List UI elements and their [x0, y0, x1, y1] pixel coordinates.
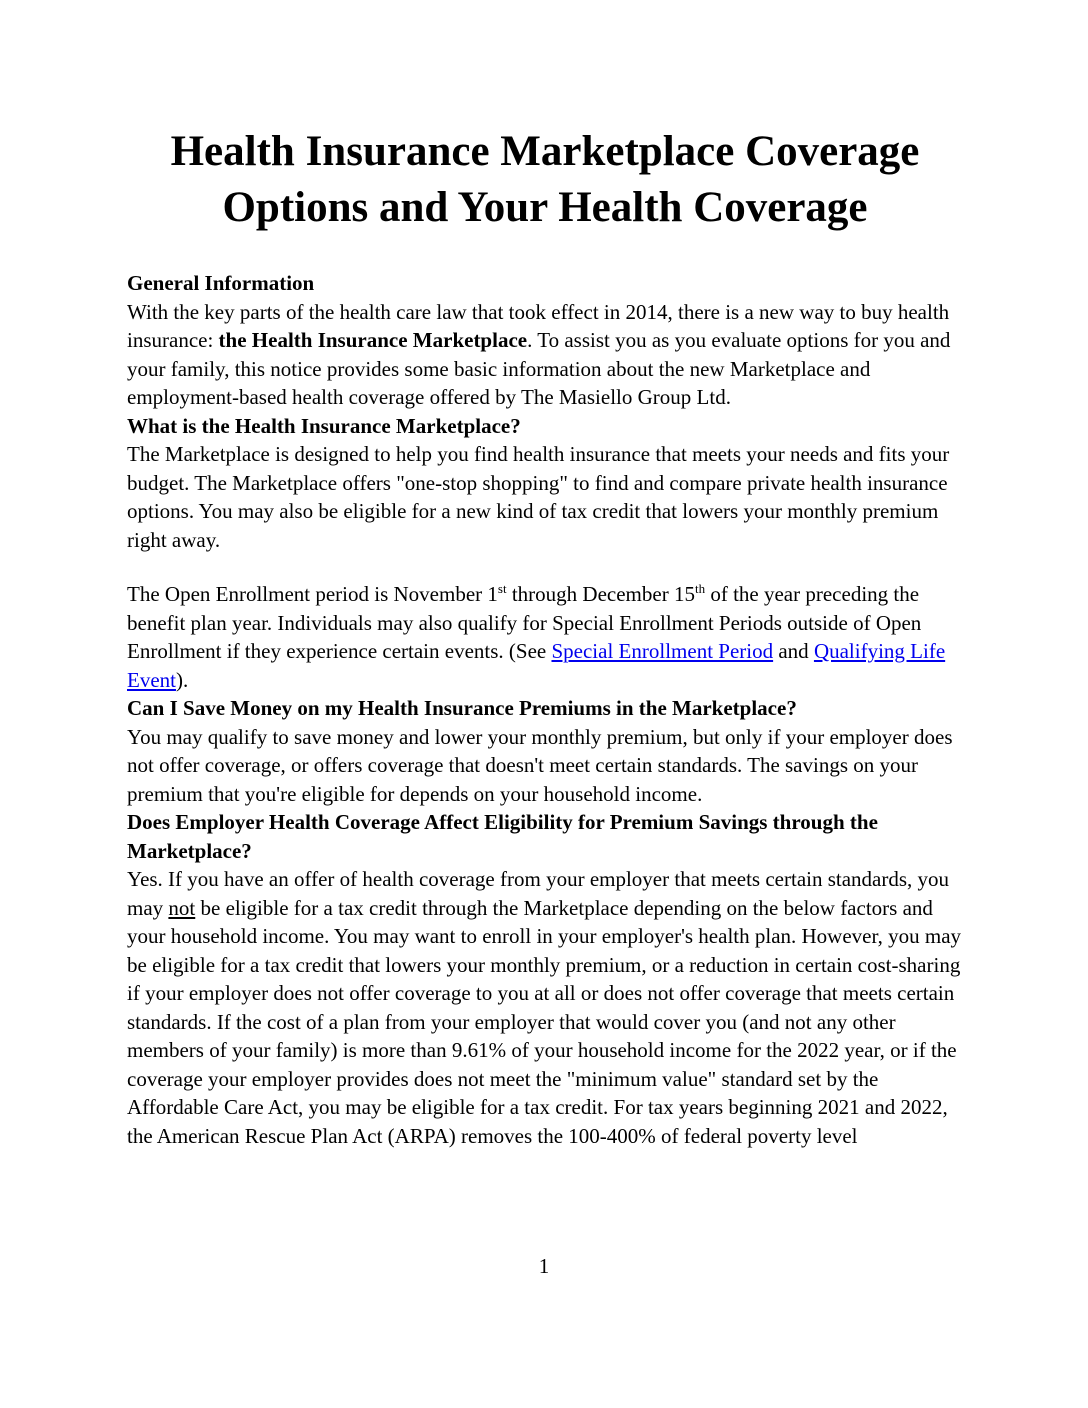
paragraph-general-information: [127, 298, 963, 412]
doc-link[interactable]: Qualifying Life Event: [127, 639, 946, 692]
paragraph-marketplace-description: [127, 440, 963, 554]
text-run: The Open Enrollment period is November 1: [127, 582, 498, 606]
paragraph-open-enrollment: [127, 580, 963, 694]
text-run: . To assist you as you evaluate options for you and your family, this notice provides some basic information about the new Marketplace and employment-based health coverage offered by The Masiello Group Ltd.: [127, 328, 951, 409]
doc-link[interactable]: Special Enrollment Period: [551, 639, 774, 663]
document-title-line-2: Options and Your Health Coverage: [222, 184, 868, 231]
text-run: through December 15: [506, 582, 695, 606]
text-run: ).: [175, 667, 189, 692]
superscript-text: st: [497, 581, 507, 596]
paragraph-employer-coverage-eligibility: [127, 865, 963, 1150]
text-run: Yes. If you have an offer of health coverage from your employer that meets certain standards, you may: [127, 867, 950, 920]
heading-what-is-marketplace: What is the Health Insurance Marketplace?: [127, 413, 521, 438]
superscript-text: th: [694, 581, 706, 596]
text-run: With the key parts of the health care law that took effect in 2014, there is a new way to buy health insurance:: [127, 299, 950, 352]
text-run: The Marketplace is designed to help you find health insurance that meets your needs and fits your budget. The Marketplace offers "one-stop shopping" to find and compare private health insurance options. You may also be eligible for a new kind of tax credit that lowers your monthly premium right away.: [127, 442, 950, 552]
document-content: [127, 124, 963, 1150]
text-run: not: [168, 895, 196, 920]
document-title: [127, 124, 963, 236]
page-number: 1: [538, 1254, 550, 1278]
heading-save-money: Can I Save Money on my Health Insurance Premiums in the Marketplace?: [127, 696, 797, 720]
section-general-information: [127, 269, 963, 412]
section-what-is-marketplace: [127, 412, 963, 695]
document-title-line-1: Health Insurance Marketplace Coverage: [170, 128, 920, 175]
section-save-money: [127, 694, 963, 808]
heading-general-information: General Information: [127, 271, 315, 295]
text-run: the Health Insurance Marketplace: [218, 328, 528, 352]
text-run: be eligible for a tax credit through the Marketplace depending on the below factors and your household income. You may want to enroll in your employer's health plan. However, you may be eligible for a tax credit that lowers your monthly premium, or a reduction in certain cost-sharing if your employer does not offer coverage to you at all or does not offer coverage that meets certain standards. If the cost of a plan from your employer that would cover you (and not any other members of your family) is more than 9.61% of your household income for the 2022 year, or if the coverage your employer provides does not meet the "minimum value" standard set by the Affordable Care Act, you may be eligible for a tax credit. For tax years beginning 2021 and 2022, the American Rescue Plan Act (ARPA) removes the 100-400% of federal poverty level: [127, 895, 962, 1148]
paragraph-save-money: [127, 723, 963, 809]
text-run: and: [773, 639, 814, 663]
heading-employer-coverage-eligibility: Does Employer Health Coverage Affect Eligibility for Premium Savings through the Marketplace?: [127, 810, 878, 863]
text-run: of the year preceding the benefit plan year. Individuals may also qualify for Special Enrollment Periods outside of Open Enrollment if they experience certain events. (See: [127, 582, 922, 663]
text-run: You may qualify to save money and lower your monthly premium, but only if your employer does not offer coverage, or offers coverage that doesn't meet certain standards. The savings on your premium that you're eligible for depends on your household income.: [127, 724, 953, 806]
section-employer-coverage-eligibility: [127, 808, 963, 1150]
